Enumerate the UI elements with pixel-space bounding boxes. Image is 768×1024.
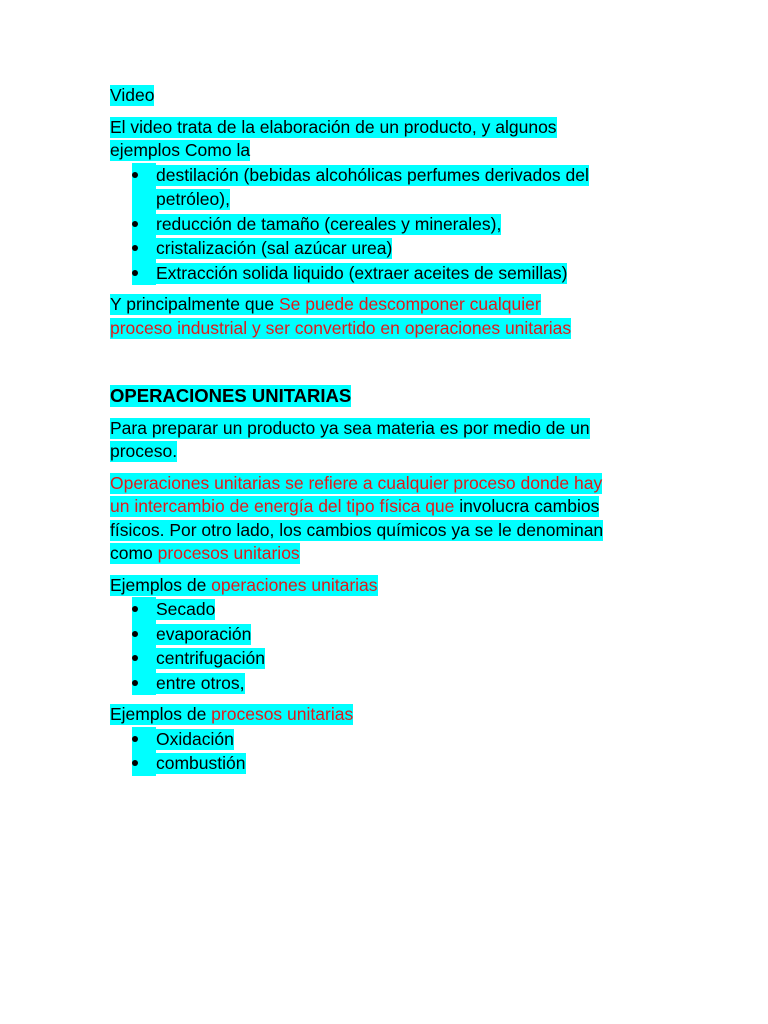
intro-paragraph — [110, 116, 658, 163]
definition-paragraph: Operaciones unitarias se refiere a cualquier proceso donde hay un intercambio de energía del tipo física que involucra cambios físicos. Por otro lado, los cambios químicos ya se le denominan como procesos unitarios — [110, 472, 604, 563]
bullet-icon — [132, 606, 138, 612]
list-item: Oxidación — [110, 727, 658, 752]
list-item: cristalización (sal azúcar urea) — [110, 236, 658, 261]
bullet-icon — [132, 270, 138, 276]
bullet-icon — [132, 760, 138, 766]
list-item: reducción de tamaño (cereales y minerales), — [110, 212, 658, 237]
principal-paragraph: Y principalmente que Se puede descomponer cualquier proceso industrial y ser convertido en operaciones unitarias — [110, 294, 572, 338]
document-page — [110, 84, 658, 776]
list-item: Secado — [110, 597, 658, 622]
bullet-icon — [132, 245, 138, 251]
list-item: evaporación — [110, 622, 658, 647]
intro-line-2: ejemplos Como la — [110, 140, 251, 160]
proc-list — [110, 727, 658, 776]
intro-line-1: El video trata de la elaboración de un producto, y algunos — [110, 116, 557, 137]
prep-paragraph: Para preparar un producto ya sea materia es por medio de un proceso. — [110, 417, 590, 461]
bullet-icon — [132, 655, 138, 661]
list-item: combustión — [110, 751, 658, 776]
section-heading: OPERACIONES UNITARIAS — [110, 385, 352, 406]
bullet-icon — [132, 221, 138, 227]
doc-title: Video — [110, 85, 155, 105]
ops-label: Ejemplos de operaciones unitarias — [110, 574, 378, 595]
list-item: entre otros, — [110, 671, 658, 696]
ops-list — [110, 597, 658, 695]
list-item: centrifugación — [110, 646, 658, 671]
list-item: destilación (bebidas alcohólicas perfumes derivados del petróleo), — [110, 163, 658, 212]
bullet-icon — [132, 631, 138, 637]
bullet-icon — [132, 172, 138, 178]
examples-list-a — [110, 163, 658, 286]
bullet-icon — [132, 680, 138, 686]
proc-label: Ejemplos de procesos unitarias — [110, 704, 354, 724]
bullet-icon — [132, 736, 138, 742]
list-item: Extracción solida liquido (extraer aceites de semillas) — [110, 261, 658, 286]
